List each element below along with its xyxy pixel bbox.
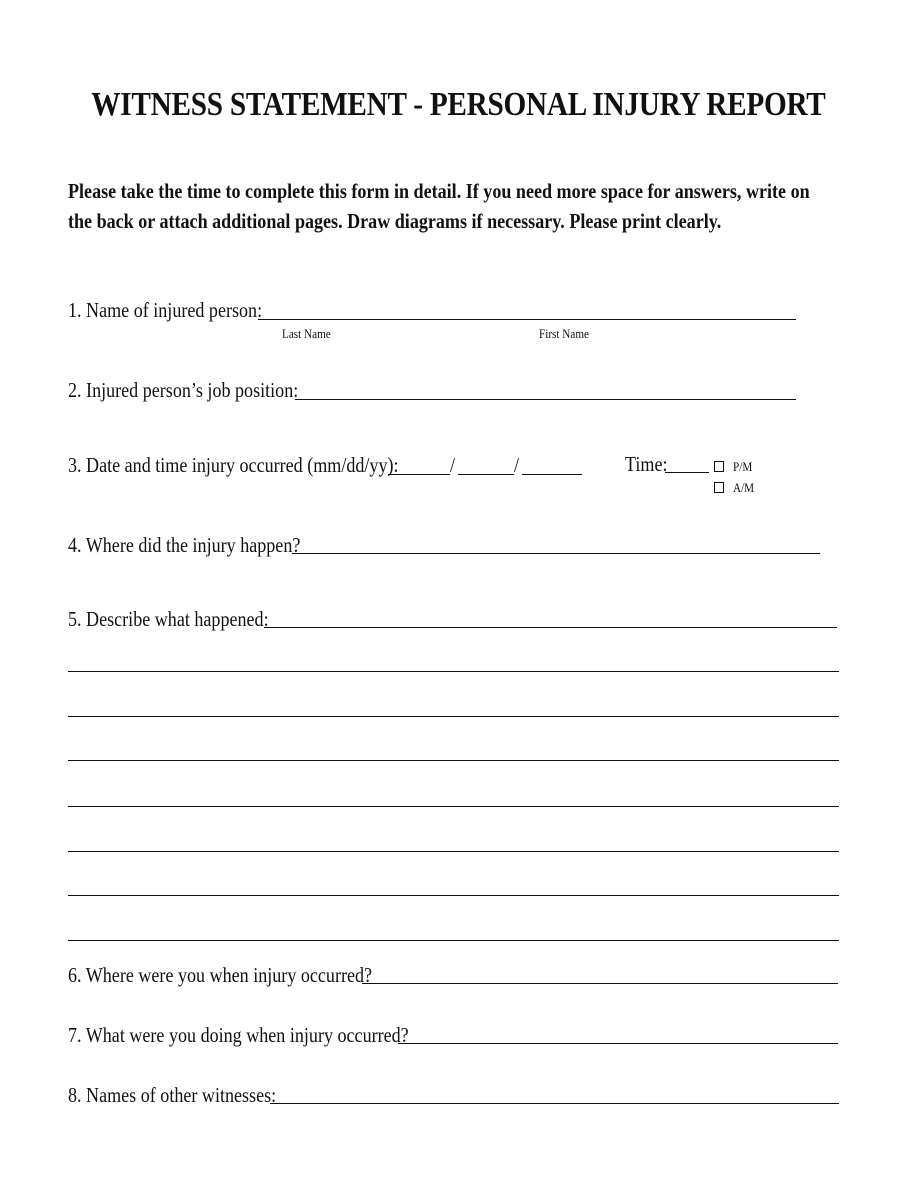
q1-name-field[interactable] (258, 319, 796, 320)
q5-description-line-1[interactable] (264, 627, 837, 628)
q5-description-line-5[interactable] (68, 806, 839, 807)
q3-label: 3. Date and time injury occurred (mm/dd/yy): (68, 453, 399, 477)
q3-date-separator-2: / (514, 453, 520, 477)
q1-last-name-caption: Last Name (282, 326, 331, 341)
q2-job-position-field[interactable] (295, 399, 796, 400)
pm-checkbox-label: P/M (733, 459, 753, 474)
q5-description-line-8[interactable] (68, 940, 839, 941)
q6-witness-location-field[interactable] (362, 983, 838, 984)
q5-description-line-4[interactable] (68, 760, 839, 761)
q3-year-field[interactable] (522, 474, 582, 475)
pm-checkbox[interactable] (714, 461, 724, 472)
am-checkbox[interactable] (714, 482, 724, 493)
q4-location-field[interactable] (292, 553, 820, 554)
q3-time-field[interactable] (665, 472, 709, 473)
form-instructions: Please take the time to complete this form in detail. If you need more space for answers, write on the back or attach additional pages. Draw diagrams if necessary. Please print clearly. (68, 179, 810, 233)
q4-label: 4. Where did the injury happen? (68, 533, 301, 557)
q2-label: 2. Injured person’s job position: (68, 378, 299, 402)
q3-time-label: Time: (625, 452, 668, 476)
q1-first-name-caption: First Name (539, 326, 590, 341)
q7-witness-activity-field[interactable] (398, 1043, 838, 1044)
q5-description-line-3[interactable] (68, 716, 839, 717)
q8-other-witnesses-field[interactable] (270, 1103, 839, 1104)
q5-description-line-2[interactable] (68, 671, 839, 672)
q6-label: 6. Where were you when injury occurred? (68, 963, 373, 987)
q5-description-line-7[interactable] (68, 895, 839, 896)
am-checkbox-label: A/M (733, 480, 755, 495)
q8-label: 8. Names of other witnesses: (68, 1083, 277, 1107)
q3-day-field[interactable] (458, 474, 514, 475)
q5-description-line-6[interactable] (68, 851, 839, 852)
q3-month-field[interactable] (388, 474, 450, 475)
form-title: WITNESS STATEMENT - PERSONAL INJURY REPORT (91, 86, 826, 123)
q3-date-separator-1: / (450, 453, 456, 477)
q1-label: 1. Name of injured person: (68, 298, 263, 322)
q5-label: 5. Describe what happened: (68, 607, 269, 631)
q7-label: 7. What were you doing when injury occurred? (68, 1023, 409, 1047)
